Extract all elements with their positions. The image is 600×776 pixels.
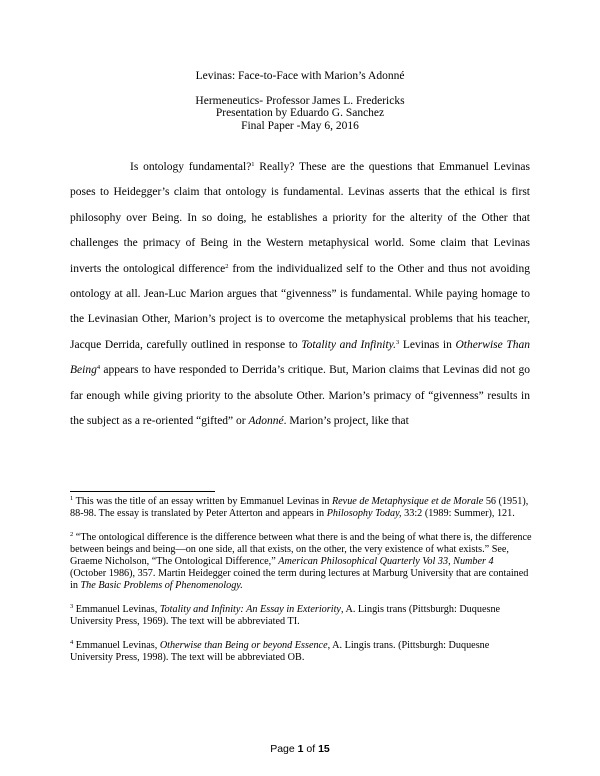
footnote-ref-3[interactable]: 3 — [395, 338, 400, 346]
footnote-italic: Philosophy Today, — [326, 508, 402, 519]
footnote-number: 1 — [70, 495, 74, 502]
footnote-number: 4 — [70, 639, 74, 646]
footnote-text: “The ontological difference is the difference between what there is and the being of what there is, the difference between beings and being—on one side, all that exists, on the other, the very existence of what exists.” See, Graeme Nicholson, “The Ontological Difference,” — [70, 532, 532, 567]
footnote-text: 33:2 (1989: Summer), 121. — [401, 508, 515, 519]
footnote-4 — [70, 640, 532, 664]
footnote-ref-2[interactable]: 2 — [225, 262, 229, 270]
of-word: of — [303, 743, 319, 755]
footnote-italic: American Philosophical Quarterly Vol 33, Number 4 — [278, 556, 494, 567]
footnote-text: This was the title of an essay written by Emmanuel Levinas in — [73, 496, 332, 507]
footnote-number: 2 — [70, 531, 74, 538]
body-text: Levinas in — [399, 338, 456, 351]
footnote-3 — [70, 604, 532, 628]
footnote-ref-4[interactable]: 4 — [96, 364, 101, 372]
page-number: 1 — [297, 743, 304, 755]
title-block — [0, 70, 600, 132]
footnote-italic: Otherwise than Being or beyond Essence — [159, 640, 328, 651]
footnote-text: 56 (1951), 88-98. The essay is translated by Peter Atterton and appears in — [70, 496, 529, 519]
body-text: appears to have responded to Derrida’s critique. But, Marion claims that Levinas did not go far enough while giving priority to the absolute Other. Marion’s primacy of “givenness” results in the subject as a re-oriented “gifted” or — [70, 364, 530, 428]
footnote-1 — [70, 496, 532, 520]
footnote-text: , A. Lingis trans (Pittsburgh: Duquesne University Press, 1969). The text will be abbreviated TI. — [70, 604, 501, 627]
footnote-text: , A. Lingis trans. (Pittsburgh: Duquesne University Press, 1998). The text will be abbreviated OB. — [70, 640, 490, 663]
body-text: from the individualized self to the Other and thus not avoiding ontology at all. Jean-Luc Marion argues that “givenness” is fundamental. While paying homage to the Levinasian Other, Marion’s project is to overcome the metaphysical problems that his teacher, Jacque Derrida, carefully outlined in response to — [70, 262, 530, 351]
footnotes — [70, 496, 532, 676]
footnote-number: 3 — [70, 603, 74, 610]
course-line: Hermeneutics- Professor James L. Fredericks — [195, 94, 405, 107]
footnote-divider — [70, 491, 215, 492]
footnote-ref-1[interactable]: 1 — [251, 161, 255, 168]
footnote-2 — [70, 532, 532, 592]
page-total: 15 — [318, 743, 330, 755]
footnote-text: Emmanuel Levinas, — [73, 640, 160, 651]
body-text: Really? These are the questions that Emmanuel Levinas poses to Heidegger’s claim that ontology is fundamental. Levinas asserts that the ethical is first philosophy over Being. In so doing, he establishes a priority for the alterity of the Other that challenges the primacy of Being in the Western metaphysical world. Some claim that Levinas inverts the ontological difference — [70, 161, 530, 275]
paper-title: Levinas: Face-to-Face with Marion’s Adonné — [195, 70, 405, 82]
page-word: Page — [270, 743, 298, 755]
presenter-line: Presentation by Eduardo G. Sanchez — [215, 107, 385, 119]
term-adonne: Adonné — [248, 415, 284, 428]
footnote-text: (October 1986), 357. Martin Heidegger coined the term during lectures at Marburg University that are contained in — [70, 568, 529, 591]
page-footer — [0, 743, 600, 755]
body-text: . Marion’s project, like that — [283, 415, 409, 428]
footnote-italic: Totality and Infinity: An Essay in Exteriority — [159, 604, 341, 615]
footnote-italic: Revue de Metaphysique et de Morale — [331, 496, 484, 507]
book-title-otherwise: Otherwise Than Being — [70, 338, 530, 377]
footnote-italic: The Basic Problems of Phenomenology. — [80, 580, 243, 591]
body-text: Is ontology fundamental? — [130, 161, 252, 173]
footnote-text: Emmanuel Levinas, — [73, 604, 160, 615]
date-line: Final Paper -May 6, 2016 — [241, 119, 359, 132]
book-title-totality: Totality and Infinity. — [301, 338, 396, 351]
body-paragraph — [70, 155, 530, 434]
